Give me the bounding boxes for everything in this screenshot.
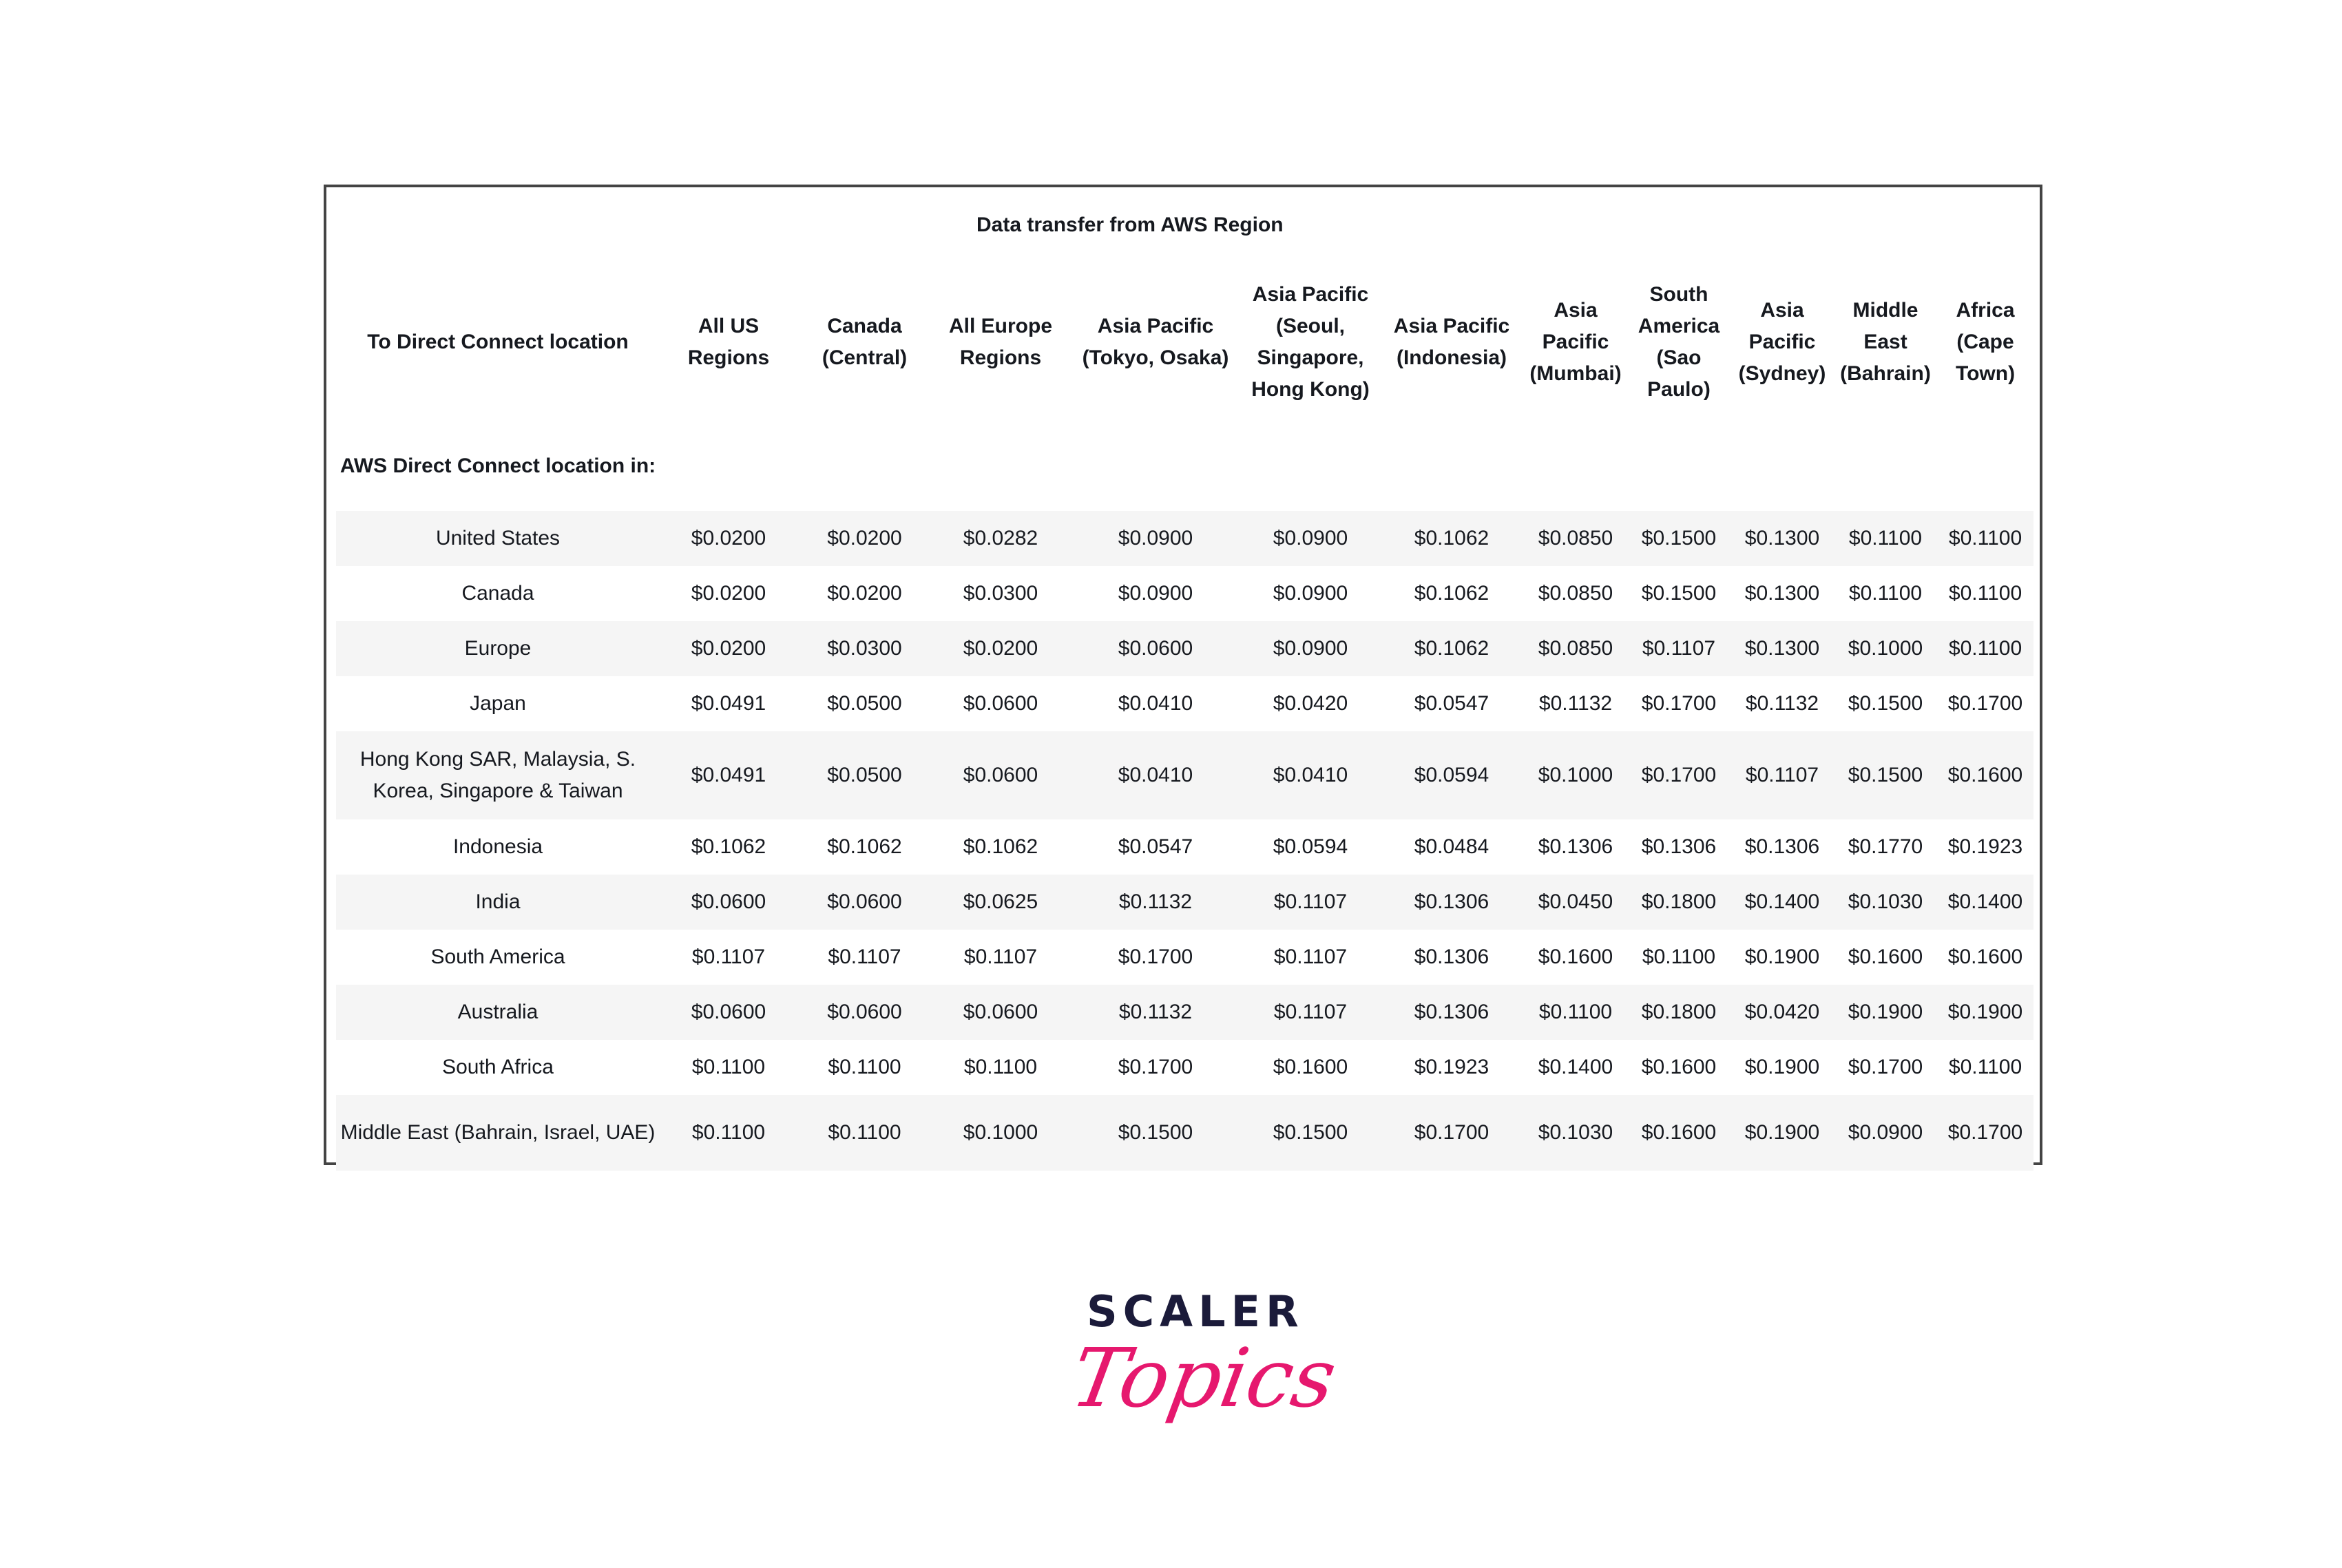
table-caption: Data transfer from AWS Region <box>976 213 1284 236</box>
price-cell: $0.1000 <box>932 1095 1069 1171</box>
price-cell: $0.0420 <box>1273 692 1348 715</box>
column-header-asia-pacific-seoul-singapore-hong-kong: Asia Pacific (Seoul, Singapore, Hong Kong) <box>1251 283 1370 401</box>
price-cell: $0.0410 <box>1069 731 1242 819</box>
price-cell: $0.0600 <box>932 731 1069 819</box>
price-cell: $0.0600 <box>660 875 797 930</box>
price-cell: $0.1600 <box>1627 1095 1731 1171</box>
price-cell: $0.0200 <box>691 582 766 605</box>
price-cell: $0.0625 <box>932 875 1069 930</box>
row-location-label: South America <box>430 945 565 968</box>
price-cell: $0.0850 <box>1538 582 1613 605</box>
price-cell: $0.1100 <box>1848 582 1923 605</box>
price-cell: $0.1000 <box>1524 731 1627 819</box>
price-cell: $0.0900 <box>1242 621 1379 676</box>
price-cell: $0.1100 <box>1524 985 1627 1040</box>
column-header-row <box>336 263 2033 421</box>
price-cell: $0.1500 <box>1834 731 1937 819</box>
price-cell: $0.1100 <box>1642 945 1716 968</box>
price-cell: $0.1107 <box>1242 875 1379 930</box>
price-cell: $0.0600 <box>660 985 797 1040</box>
price-cell: $0.1800 <box>1627 875 1731 930</box>
price-cell: $0.1107 <box>1627 621 1731 676</box>
price-cell: $0.1400 <box>1731 875 1834 930</box>
price-cell: $0.0900 <box>1834 1095 1937 1171</box>
caption-row <box>336 187 2033 263</box>
price-cell: $0.1100 <box>1948 1056 2022 1078</box>
price-cell: $0.1700 <box>1848 1056 1923 1078</box>
price-cell: $0.1400 <box>1538 1056 1613 1078</box>
price-cell: $0.1062 <box>1379 621 1524 676</box>
price-cell: $0.1062 <box>691 835 766 858</box>
table-body <box>336 511 2033 1171</box>
price-cell: $0.1062 <box>1414 582 1489 605</box>
price-cell: $0.0300 <box>797 621 932 676</box>
price-cell: $0.0200 <box>797 511 932 566</box>
column-header-asia-pacific-indonesia: Asia Pacific (Indonesia) <box>1393 315 1510 369</box>
logo-script <box>1064 1330 1343 1454</box>
table-row-japan <box>336 676 2033 731</box>
price-cell: $0.1700 <box>1937 1095 2033 1171</box>
table-row-australia <box>336 985 2033 1040</box>
price-cell: $0.1500 <box>1641 582 1717 605</box>
price-cell: $0.0547 <box>1414 692 1489 715</box>
price-cell: $0.1062 <box>963 835 1038 858</box>
price-cell: $0.1306 <box>1414 945 1489 968</box>
price-cell: $0.1030 <box>1834 875 1937 930</box>
price-cell: $0.1030 <box>1524 1095 1627 1171</box>
logo-script-text: Topics <box>1064 1331 1343 1426</box>
price-cell: $0.1107 <box>963 945 1038 968</box>
price-cell: $0.1900 <box>1937 985 2033 1040</box>
price-cell: $0.1600 <box>1273 1056 1348 1078</box>
price-cell: $0.0600 <box>1069 621 1242 676</box>
price-cell: $0.1770 <box>1848 835 1923 858</box>
row-location-label: Japan <box>470 692 526 715</box>
price-cell: $0.1107 <box>1273 945 1348 968</box>
price-cell: $0.0200 <box>827 582 902 605</box>
price-cell: $0.0200 <box>660 621 797 676</box>
price-cell: $0.1300 <box>1744 582 1820 605</box>
price-cell: $0.0900 <box>1273 582 1348 605</box>
row-location-label: Europe <box>336 621 660 676</box>
price-cell: $0.1300 <box>1731 621 1834 676</box>
group-label: AWS Direct Connect location in: <box>339 454 656 477</box>
price-cell: $0.0491 <box>660 731 797 819</box>
column-header-asia-pacific-mumbai: Asia Pacific (Mumbai) <box>1529 299 1622 385</box>
price-cell: $0.0600 <box>932 985 1069 1040</box>
row-location-label: India <box>336 875 660 930</box>
price-cell: $0.1107 <box>1731 731 1834 819</box>
price-cell: $0.1107 <box>1242 985 1379 1040</box>
price-cell: $0.1923 <box>1947 835 2023 858</box>
price-cell: $0.0420 <box>1731 985 1834 1040</box>
price-cell: $0.0594 <box>1379 731 1524 819</box>
price-cell: $0.1306 <box>1379 985 1524 1040</box>
price-cell: $0.1600 <box>1947 945 2023 968</box>
column-header-africa-cape-town: Africa (Cape Town) <box>1955 299 2016 385</box>
column-header-south-america-sao-paulo: South America (Sao Paulo) <box>1638 283 1720 401</box>
price-cell: $0.1700 <box>1627 731 1731 819</box>
row-location-label: Canada <box>461 582 534 605</box>
table-row-hong-kong-sar-malaysia-s-korea-singapore-taiwan <box>336 731 2033 819</box>
price-cell: $0.0200 <box>660 511 797 566</box>
price-cell: $0.0600 <box>797 875 932 930</box>
price-cell: $0.0200 <box>932 621 1069 676</box>
table-row-india <box>336 875 2033 930</box>
price-cell: $0.0850 <box>1524 511 1627 566</box>
price-cell: $0.0450 <box>1524 875 1627 930</box>
price-cell: $0.1132 <box>1538 692 1613 715</box>
row-location-label: United States <box>336 511 660 566</box>
column-header-all-europe-regions: All Europe Regions <box>948 315 1052 369</box>
price-cell: $0.1700 <box>1118 1056 1193 1078</box>
table-row-united-states <box>336 511 2033 566</box>
price-cell: $0.1100 <box>1948 582 2022 605</box>
column-header-asia-pacific-sydney: Asia Pacific (Sydney) <box>1738 299 1826 385</box>
price-cell: $0.0300 <box>963 582 1038 605</box>
pricing-table-frame <box>324 185 2042 1165</box>
price-cell: $0.0900 <box>1069 511 1242 566</box>
price-cell: $0.1100 <box>828 1056 901 1078</box>
table-row-europe <box>336 621 2033 676</box>
price-cell: $0.0410 <box>1118 692 1193 715</box>
row-location-label: Hong Kong SAR, Malaysia, S. Korea, Singapore & Taiwan <box>336 731 660 819</box>
price-cell: $0.1306 <box>1379 875 1524 930</box>
price-cell: $0.1100 <box>1937 621 2033 676</box>
price-cell: $0.1700 <box>1379 1095 1524 1171</box>
price-cell: $0.1600 <box>1937 731 2033 819</box>
row-location-label: Indonesia <box>452 835 543 858</box>
price-cell: $0.1100 <box>1937 511 2033 566</box>
data-transfer-pricing-table <box>336 187 2033 1171</box>
price-cell: $0.1400 <box>1937 875 2033 930</box>
price-cell: $0.0900 <box>1118 582 1193 605</box>
table-row-south-america <box>336 930 2033 985</box>
price-cell: $0.0484 <box>1414 835 1489 858</box>
group-label-row <box>336 421 2033 511</box>
table-row-middle-east-bahrain-israel-uae <box>336 1095 2033 1171</box>
price-cell: $0.1700 <box>1947 692 2023 715</box>
price-cell: $0.1132 <box>1745 692 1819 715</box>
row-location-label: Middle East (Bahrain, Israel, UAE) <box>336 1095 660 1171</box>
price-cell: $0.1000 <box>1834 621 1937 676</box>
price-cell: $0.1500 <box>1848 692 1923 715</box>
price-cell: $0.1600 <box>1538 945 1613 968</box>
price-cell: $0.1100 <box>797 1095 932 1171</box>
price-cell: $0.1132 <box>1069 875 1242 930</box>
price-cell: $0.1500 <box>1242 1095 1379 1171</box>
price-cell: $0.1306 <box>1641 835 1717 858</box>
column-header-all-us-regions: All US Regions <box>687 315 770 369</box>
price-cell: $0.0410 <box>1242 731 1379 819</box>
price-cell: $0.0547 <box>1118 835 1193 858</box>
row-location-label: South Africa <box>442 1056 554 1078</box>
price-cell: $0.0282 <box>932 511 1069 566</box>
price-cell: $0.1700 <box>1641 692 1717 715</box>
price-cell: $0.0600 <box>963 692 1038 715</box>
corner-header: To Direct Connect location <box>367 331 629 353</box>
price-cell: $0.1100 <box>660 1095 797 1171</box>
price-cell: $0.1062 <box>827 835 902 858</box>
column-header-canada-central: Canada (Central) <box>822 315 908 369</box>
price-cell: $0.0600 <box>797 985 932 1040</box>
price-cell: $0.1900 <box>1731 1095 1834 1171</box>
scaler-topics-logo <box>1064 1286 1343 1467</box>
price-cell: $0.0900 <box>1242 511 1379 566</box>
price-cell: $0.1600 <box>1641 1056 1717 1078</box>
price-cell: $0.1100 <box>963 1056 1038 1078</box>
price-cell: $0.1107 <box>828 945 901 968</box>
table-row-indonesia <box>336 819 2033 875</box>
price-cell: $0.1700 <box>1118 945 1193 968</box>
price-cell: $0.1900 <box>1744 1056 1820 1078</box>
price-cell: $0.1923 <box>1414 1056 1489 1078</box>
logo-wordmark: SCALER <box>1087 1286 1304 1337</box>
column-header-asia-pacific-tokyo-osaka: Asia Pacific (Tokyo, Osaka) <box>1082 315 1229 369</box>
price-cell: $0.1800 <box>1627 985 1731 1040</box>
price-cell: $0.0850 <box>1524 621 1627 676</box>
price-cell: $0.1306 <box>1538 835 1613 858</box>
price-cell: $0.1600 <box>1848 945 1923 968</box>
price-cell: $0.0491 <box>691 692 766 715</box>
table-row-south-africa <box>336 1040 2033 1095</box>
price-cell: $0.1900 <box>1834 985 1937 1040</box>
price-cell: $0.0500 <box>797 731 932 819</box>
price-cell: $0.1500 <box>1627 511 1731 566</box>
price-cell: $0.1062 <box>1379 511 1524 566</box>
price-cell: $0.0594 <box>1273 835 1348 858</box>
price-cell: $0.1100 <box>691 1056 766 1078</box>
price-cell: $0.1100 <box>1834 511 1937 566</box>
row-location-label: Australia <box>336 985 660 1040</box>
price-cell: $0.1306 <box>1744 835 1820 858</box>
price-cell: $0.1900 <box>1744 945 1820 968</box>
price-cell: $0.1500 <box>1069 1095 1242 1171</box>
column-header-middle-east-bahrain: Middle East (Bahrain) <box>1840 299 1931 385</box>
price-cell: $0.1132 <box>1069 985 1242 1040</box>
price-cell: $0.1300 <box>1731 511 1834 566</box>
price-cell: $0.0500 <box>827 692 902 715</box>
table-row-canada <box>336 566 2033 621</box>
price-cell: $0.1107 <box>691 945 766 968</box>
